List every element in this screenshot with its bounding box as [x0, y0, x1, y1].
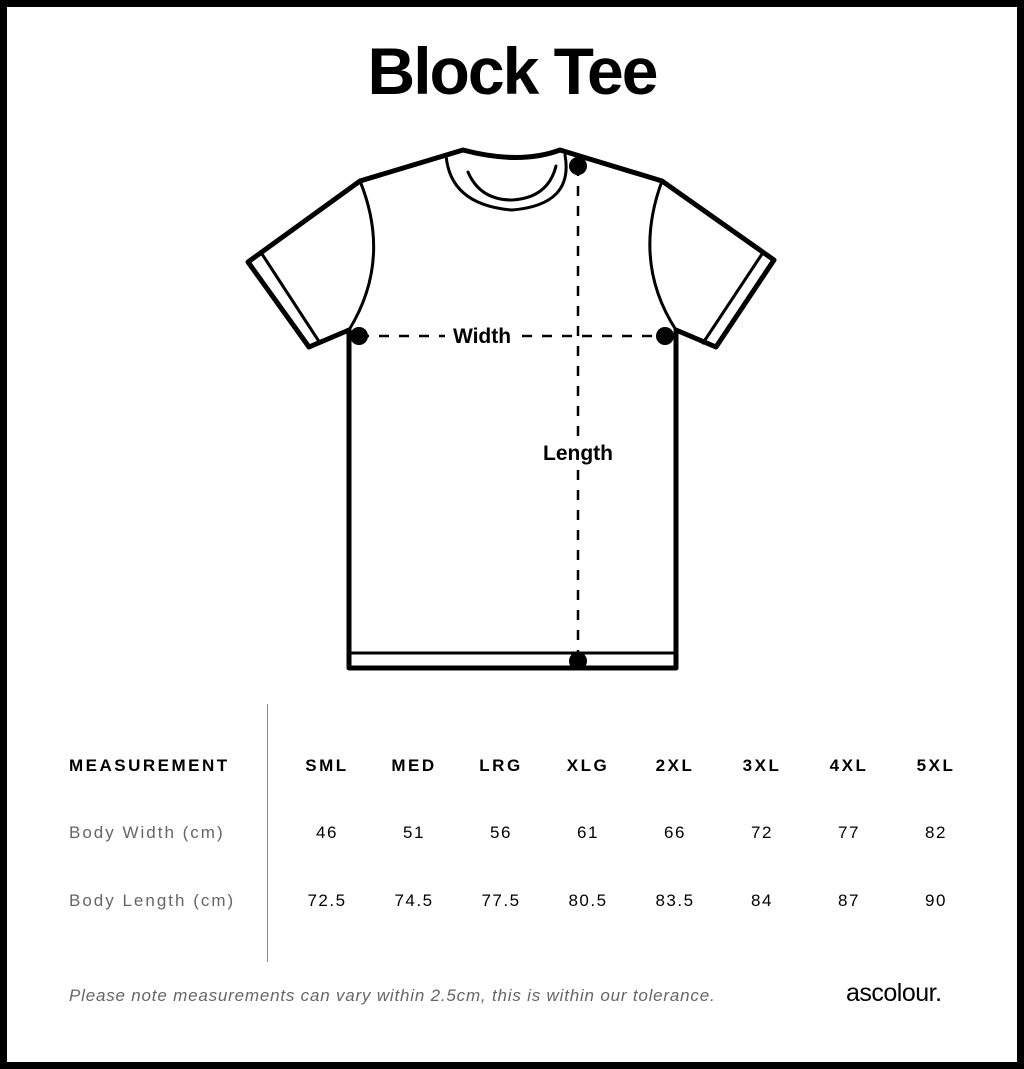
tshirt-outline — [248, 150, 774, 668]
table-cell: 84 — [751, 891, 773, 910]
size-header: 3XL — [742, 756, 782, 775]
tolerance-note: Please note measurements can vary within 2.5cm, this is within our tolerance. — [69, 986, 716, 1005]
table-cell: 83.5 — [655, 891, 695, 910]
width-dot-left — [350, 327, 368, 345]
tshirt-right-sleeve-seam — [650, 181, 676, 330]
length-label: Length — [543, 442, 613, 465]
size-header: MED — [391, 756, 437, 775]
table-cell: 80.5 — [568, 891, 608, 910]
table-cell: 66 — [664, 823, 686, 842]
table-cell: 56 — [490, 823, 512, 842]
size-header: XLG — [566, 756, 610, 775]
row-label-body-length: Body Length (cm) — [69, 891, 236, 910]
size-header: 2XL — [655, 756, 695, 775]
table-cell: 46 — [316, 823, 338, 842]
table-cell: 61 — [577, 823, 599, 842]
table-cell: 72.5 — [307, 891, 347, 910]
tshirt-collar-inner — [468, 166, 556, 200]
table-cell: 77 — [838, 823, 860, 842]
tshirt-right-cuff — [703, 254, 762, 343]
length-dot-bottom — [569, 652, 587, 670]
table-cell: 77.5 — [481, 891, 521, 910]
table-cell: 87 — [838, 891, 860, 910]
table-cell: 51 — [403, 823, 425, 842]
page-title: Block Tee — [367, 34, 657, 108]
table-cell: 74.5 — [394, 891, 434, 910]
tshirt-left-sleeve-seam — [349, 181, 374, 330]
width-dot-right — [656, 327, 674, 345]
size-header: 5XL — [916, 756, 956, 775]
table-cell: 90 — [925, 891, 947, 910]
row-label-body-width: Body Width (cm) — [69, 823, 225, 842]
measurement-header: MEASUREMENT — [69, 756, 230, 775]
tshirt-left-cuff — [262, 254, 320, 343]
length-dot-top — [569, 157, 587, 175]
size-header: 4XL — [829, 756, 869, 775]
size-header: LRG — [479, 756, 523, 775]
brand-logo: ascolour. — [846, 979, 942, 1007]
size-header: SML — [305, 756, 349, 775]
table-divider — [267, 704, 268, 962]
table-cell: 82 — [925, 823, 947, 842]
width-label: Width — [452, 325, 512, 348]
table-cell: 72 — [751, 823, 773, 842]
